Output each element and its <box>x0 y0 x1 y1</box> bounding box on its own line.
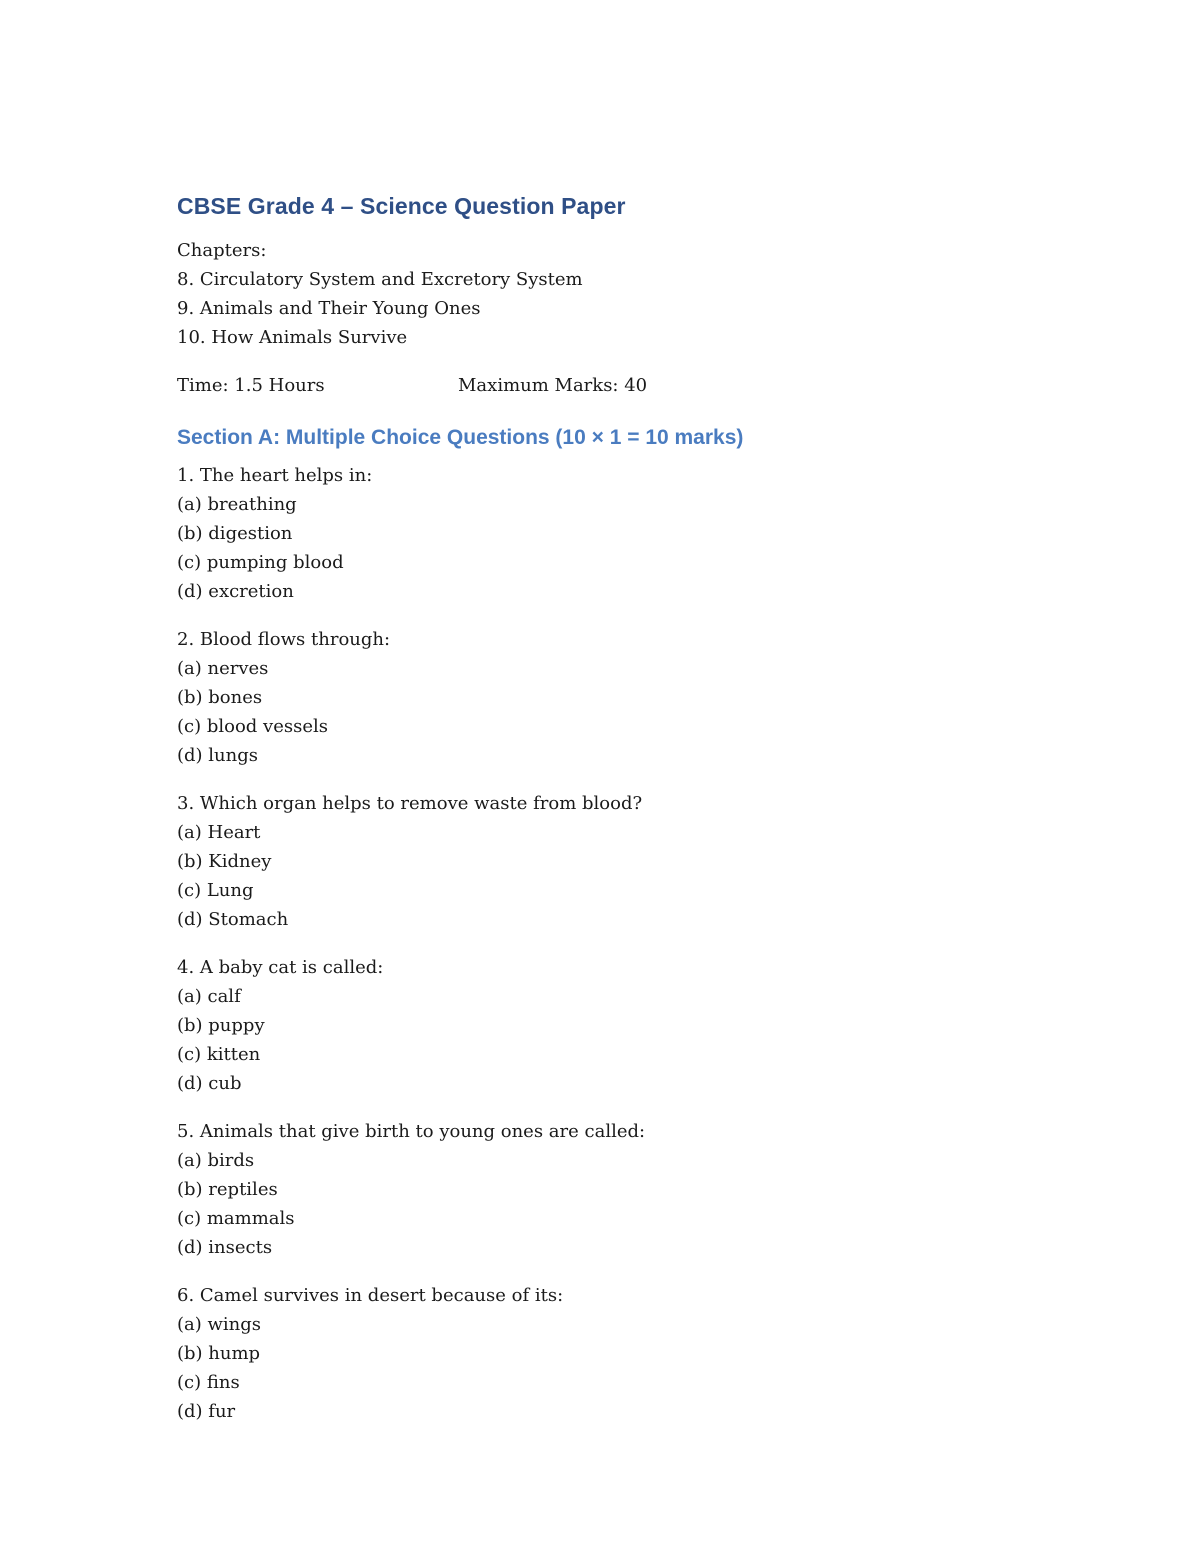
option: (a) breathing <box>177 494 297 515</box>
exam-meta-row <box>177 371 1077 400</box>
question-paper-page <box>177 190 1077 1445</box>
option: (a) nerves <box>177 658 269 679</box>
option: (b) hump <box>177 1343 261 1364</box>
question-text: 3. Which organ helps to remove waste from blood? <box>177 793 643 814</box>
option: (b) digestion <box>177 523 293 544</box>
question-text: 1. The heart helps in: <box>177 465 373 486</box>
option: (d) Stomach <box>177 909 289 930</box>
option: (a) birds <box>177 1150 255 1171</box>
question-text: 5. Animals that give birth to young ones are called: <box>177 1121 646 1142</box>
chapter-item: 8. Circulatory System and Excretory System <box>177 269 583 290</box>
section-a-heading: Section A: Multiple Choice Questions (10 × 1 = 10 marks) <box>177 426 744 449</box>
option: (d) insects <box>177 1237 273 1258</box>
option: (d) lungs <box>177 745 258 766</box>
option: (c) mammals <box>177 1208 295 1229</box>
question-text: 4. A baby cat is called: <box>177 957 384 978</box>
questions-list <box>177 461 1077 1426</box>
question-item <box>177 625 1077 770</box>
option: (b) bones <box>177 687 263 708</box>
option: (d) fur <box>177 1401 236 1422</box>
option: (a) wings <box>177 1314 262 1335</box>
question-item <box>177 461 1077 606</box>
chapters-label: Chapters: <box>177 240 267 261</box>
option: (b) reptiles <box>177 1179 278 1200</box>
question-item <box>177 1281 1077 1426</box>
option: (b) puppy <box>177 1015 265 1036</box>
option: (d) excretion <box>177 581 294 602</box>
time-label: Time: 1.5 Hours <box>177 375 325 396</box>
question-text: 2. Blood flows through: <box>177 629 391 650</box>
chapter-item: 10. How Animals Survive <box>177 327 408 348</box>
option: (c) Lung <box>177 880 254 901</box>
chapter-item: 9. Animals and Their Young Ones <box>177 298 481 319</box>
option: (c) blood vessels <box>177 716 328 737</box>
option: (c) fins <box>177 1372 240 1393</box>
chapters-block <box>177 236 1077 352</box>
option: (c) kitten <box>177 1044 261 1065</box>
question-text: 6. Camel survives in desert because of its: <box>177 1285 564 1306</box>
option: (d) cub <box>177 1073 242 1094</box>
paper-title: CBSE Grade 4 – Science Question Paper <box>177 193 626 219</box>
question-item <box>177 1117 1077 1262</box>
question-item <box>177 789 1077 934</box>
option: (a) calf <box>177 986 241 1007</box>
option: (c) pumping blood <box>177 552 344 573</box>
option: (b) Kidney <box>177 851 272 872</box>
max-marks-label: Maximum Marks: 40 <box>458 375 648 396</box>
question-item <box>177 953 1077 1098</box>
option: (a) Heart <box>177 822 261 843</box>
